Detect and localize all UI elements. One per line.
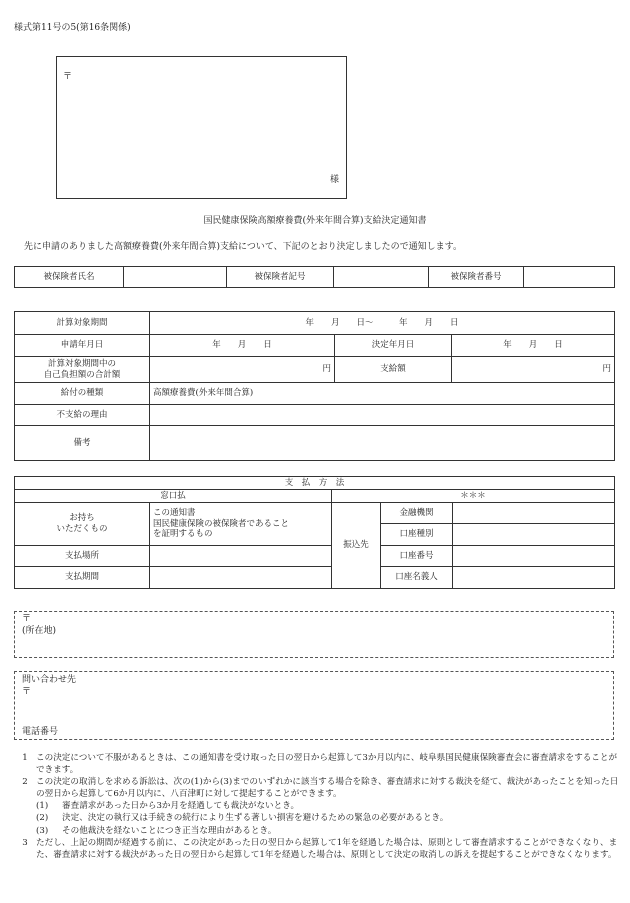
- sub-note-text: 決定、決定の執行又は手続きの続行により生ずる著しい損害を避けるための緊急の必要があるとき。: [62, 813, 449, 824]
- items-label-line2: いただくもの: [56, 524, 108, 534]
- postal-mark: 〒: [63, 72, 73, 82]
- selfpay-label: [15, 357, 150, 383]
- masked-value: ＊＊＊: [332, 490, 615, 503]
- note-text: この決定について不服があるときは、この通知書を受け取った日の翌日から起算して3か月以内に、岐阜県国民健康保険審査会に審査請求をすることができます。: [36, 753, 618, 776]
- inquiry-postal-mark: 〒: [22, 687, 32, 697]
- payment-method-header: 支 払 方 法: [15, 477, 615, 490]
- form-number: 様式第11号の5(第16条関係): [14, 23, 131, 33]
- remarks-field[interactable]: [150, 426, 615, 461]
- sender-address-box: [14, 611, 614, 658]
- intro-text: 先に申請のありました高額療養費(外来年間合算)支給について、下記のとおり決定しましたので通知します。: [24, 242, 462, 252]
- account-type-field[interactable]: [453, 524, 615, 546]
- period-field[interactable]: 年 月 日〜 年 月 日: [150, 312, 615, 335]
- insured-symbol-label: 被保険者記号: [227, 267, 334, 288]
- recipient-address-box: [56, 56, 347, 199]
- pay-place-label: 支払場所: [15, 546, 150, 567]
- sub-note-number: (2): [36, 813, 49, 824]
- bank-field[interactable]: [453, 503, 615, 524]
- insured-name-label: 被保険者氏名: [15, 267, 124, 288]
- selfpay-amount-field[interactable]: [150, 357, 335, 383]
- inquiry-phone-label: 電話番号: [22, 727, 59, 737]
- sub-note-text: その他裁決を経ないことにつき正当な理由があるとき。: [62, 825, 277, 836]
- items-line3: を証明するもの: [153, 529, 213, 540]
- account-holder-label: 口座名義人: [381, 567, 453, 589]
- bank-label: 金融機関: [381, 503, 453, 524]
- sender-postal-mark: 〒: [22, 614, 32, 624]
- period-label: 計算対象期間: [15, 312, 150, 335]
- apply-date-field[interactable]: 年 月 日: [150, 335, 335, 357]
- benefit-type-value: 高額療養費(外来年間合算): [150, 383, 615, 405]
- insured-symbol-field[interactable]: [334, 267, 429, 288]
- sender-location: (所在地): [22, 626, 57, 636]
- apply-date-label: 申請年月日: [15, 335, 150, 357]
- decision-date-field[interactable]: 年 月 日: [452, 335, 615, 357]
- account-type-label: 口座種別: [381, 524, 453, 546]
- pay-place-field[interactable]: [150, 546, 332, 567]
- yen-unit: 円: [322, 364, 331, 375]
- pay-period-field[interactable]: [150, 567, 332, 589]
- selfpay-label-line1: 計算対象期間中の: [47, 358, 116, 369]
- account-number-field[interactable]: [453, 546, 615, 567]
- remarks-label: 備考: [15, 426, 150, 461]
- payment-method-table: [14, 476, 615, 589]
- insured-number-label: 被保険者番号: [429, 267, 524, 288]
- insured-name-field[interactable]: [124, 267, 227, 288]
- account-number-label: 口座番号: [381, 546, 453, 567]
- decision-table: [14, 311, 615, 461]
- items-to-bring-label: [15, 503, 150, 546]
- yen-unit: 円: [602, 364, 612, 375]
- payment-amount-field[interactable]: [452, 357, 615, 383]
- payment-amount-label: 支給額: [335, 357, 452, 383]
- selfpay-label-line2: 自己負担額の合計額: [43, 369, 121, 380]
- benefit-type-label: 給付の種類: [15, 383, 150, 405]
- document-title: 国民健康保険高額療養費(外来年間合算)支給決定通知書: [203, 216, 427, 226]
- honorific: 様: [329, 174, 339, 185]
- sub-note-item: [14, 825, 620, 837]
- account-holder-field[interactable]: [453, 567, 615, 589]
- note-number: 1: [22, 753, 28, 763]
- sub-note-item: [14, 812, 620, 824]
- note-item: [14, 837, 620, 861]
- window-payment-header: 窓口払: [15, 490, 332, 503]
- note-number: 3: [22, 837, 28, 848]
- insured-table: [14, 266, 615, 288]
- note-text: この決定の取消しを求める訴訟は、次の(1)から(3)までのいずれかに該当する場合を除き、審査請求に対する裁決を経て、裁決があったことを知った日の翌日から起算して6か月以内に、八百津町に対して提起することができます。: [36, 777, 619, 800]
- note-number: 2: [22, 777, 28, 788]
- insured-number-field[interactable]: [524, 267, 615, 288]
- items-line2: 国民健康保険の被保険者であること: [153, 518, 290, 529]
- note-text: ただし、上記の期間が経過する前に、この決定があった日の翌日から起算して1年を経過した場合は、原則として審査請求することができなくなり、また、審査請求に対する裁決があった日の翌日から起算して1年を経過した場合は、原則として決定の取消しの訴えを提起することができなくなります。: [36, 837, 618, 860]
- items-label-line1: お持ち: [69, 513, 95, 524]
- sub-note-number: (3): [36, 825, 49, 836]
- nonpayment-reason-field[interactable]: [150, 405, 615, 426]
- sub-note-item: [14, 800, 620, 812]
- transfer-label: 振込先: [332, 503, 381, 589]
- nonpayment-reason-label: 不支給の理由: [15, 405, 150, 426]
- decision-date-label: 決定年月日: [335, 335, 452, 357]
- sub-note-text: 審査請求があった日から3か月を経過しても裁決がないとき。: [62, 801, 300, 812]
- note-item: [14, 752, 620, 776]
- items-to-bring-value: [150, 503, 332, 546]
- inquiry-box: [14, 671, 614, 740]
- notes-section: [14, 752, 620, 861]
- pay-period-label: 支払期間: [15, 567, 150, 589]
- items-line1: この通知書: [153, 508, 196, 519]
- sub-note-number: (1): [36, 801, 49, 812]
- inquiry-title: 問い合わせ先: [22, 675, 77, 685]
- note-item: [14, 776, 620, 800]
